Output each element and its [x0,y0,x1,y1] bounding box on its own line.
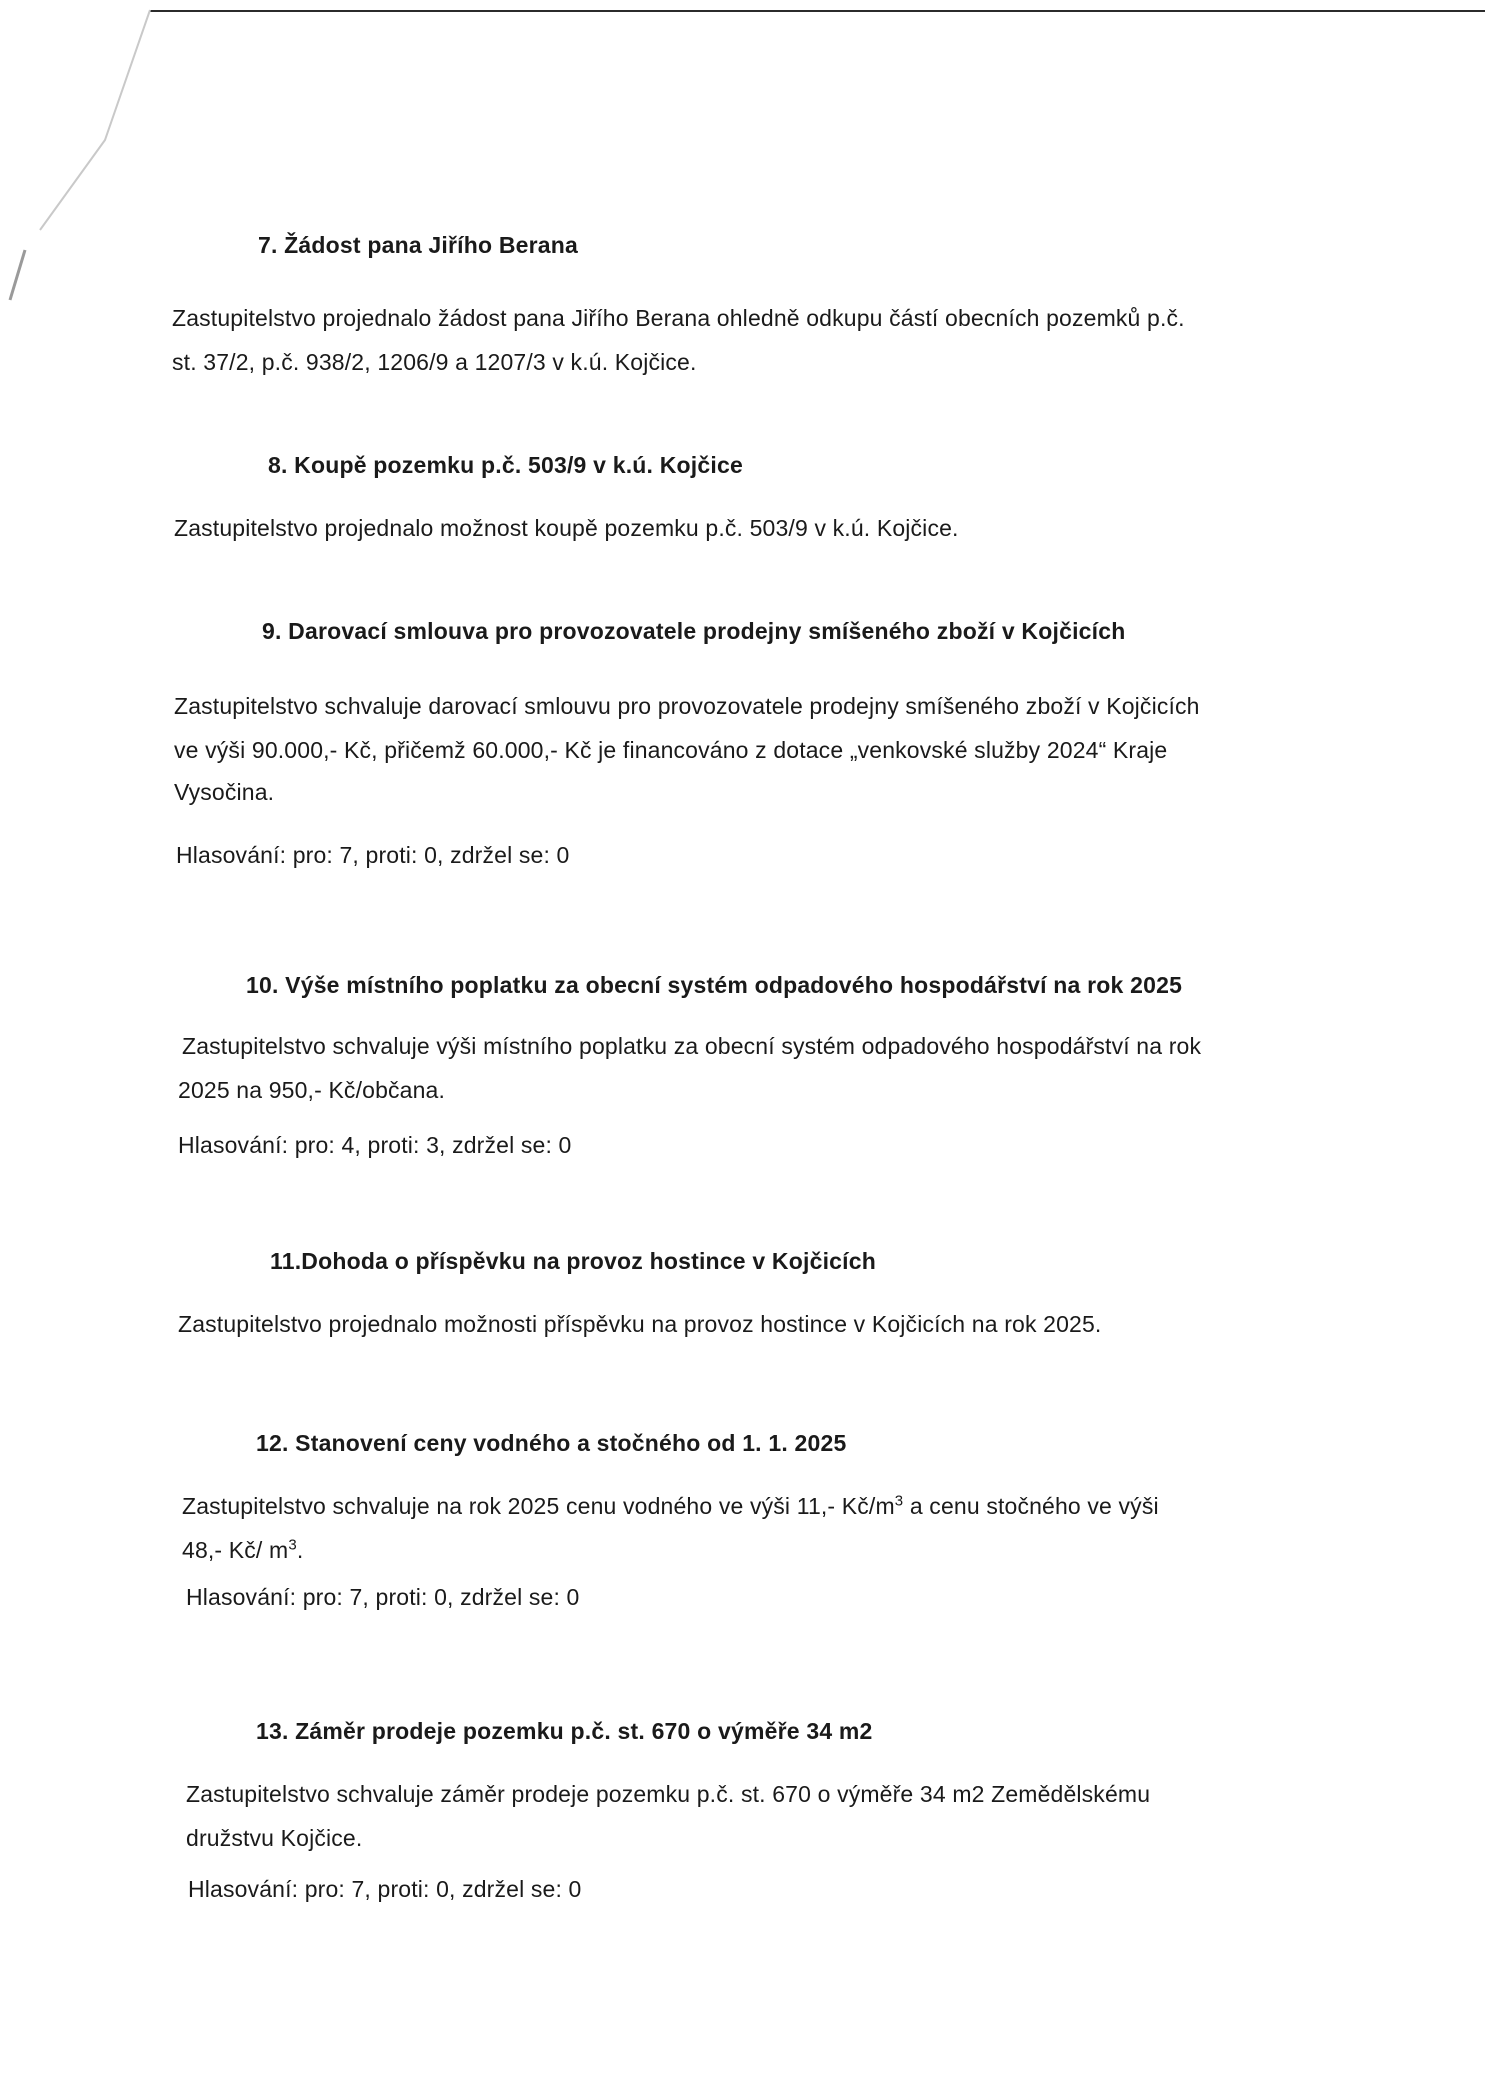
paragraph-line: 2025 na 950,- Kč/občana. [178,1077,446,1103]
paragraph-line: ve výši 90.000,- Kč, přičemž 60.000,- Kč je financováno z dotace „venkovské služby 2024“ Kraje [174,737,1168,763]
text-span: Zastupitelstvo schvaluje na rok 2025 cenu vodného ve výši 11,- Kč/m [182,1493,895,1519]
paragraph-line: družstvu Kojčice. [186,1825,363,1851]
paragraph-line: Zastupitelstvo schvaluje darovací smlouvu pro provozovatele prodejny smíšeného zboží v Kojčicích [174,693,1200,719]
vote-result: Hlasování: pro: 7, proti: 0, zdržel se: 0 [188,1876,582,1902]
section-heading: 10. Výše místního poplatku za obecní systém odpadového hospodářství na rok 2025 [246,972,1183,998]
scan-top-edge [150,10,1485,12]
section-heading: 7. Žádost pana Jiřího Berana [258,232,579,258]
superscript: 3 [894,1492,904,1510]
section-heading: 9. Darovací smlouva pro provozovatele prodejny smíšeného zboží v Kojčicích [262,618,1126,644]
paragraph-line: st. 37/2, p.č. 938/2, 1206/9 a 1207/3 v k.ú. Kojčice. [172,349,697,375]
vote-result: Hlasování: pro: 7, proti: 0, zdržel se: 0 [176,842,570,868]
section-heading: 13. Záměr prodeje pozemku p.č. st. 670 o výměře 34 m2 [256,1718,873,1744]
vote-result: Hlasování: pro: 7, proti: 0, zdržel se: 0 [186,1584,580,1610]
text-span: 48,- Kč/ m [182,1537,289,1563]
vote-result: Hlasování: pro: 4, proti: 3, zdržel se: 0 [178,1132,572,1158]
paragraph-line: Zastupitelstvo schvaluje záměr prodeje pozemku p.č. st. 670 o výměře 34 m2 Zemědělskému [186,1781,1151,1807]
section-heading: 8. Koupě pozemku p.č. 503/9 v k.ú. Kojčice [268,452,743,478]
paragraph-line: Zastupitelstvo projednalo možnosti příspěvku na provoz hostince v Kojčicích na rok 2025. [178,1311,1102,1337]
scan-fold-shadow [0,0,200,420]
section-heading: 12. Stanovení ceny vodného a stočného od 1. 1. 2025 [256,1430,847,1456]
text-span: a cenu stočného ve výši [903,1493,1159,1519]
paragraph-line: Zastupitelstvo projednalo žádost pana Jiřího Berana ohledně odkupu částí obecních pozemků p.č. [172,305,1185,331]
paragraph-line: Zastupitelstvo projednalo možnost koupě pozemku p.č. 503/9 v k.ú. Kojčice. [174,515,959,541]
text-span: . [296,1537,304,1563]
paragraph-line: Vysočina. [174,779,275,805]
paragraph-line [182,1484,1159,1528]
paragraph-line: Zastupitelstvo schvaluje výši místního poplatku za obecní systém odpadového hospodářství na rok [182,1033,1202,1059]
paragraph-line [182,1528,303,1572]
section-heading: 11.Dohoda o příspěvku na provoz hostince v Kojčicích [270,1248,876,1274]
superscript: 3 [288,1536,297,1554]
